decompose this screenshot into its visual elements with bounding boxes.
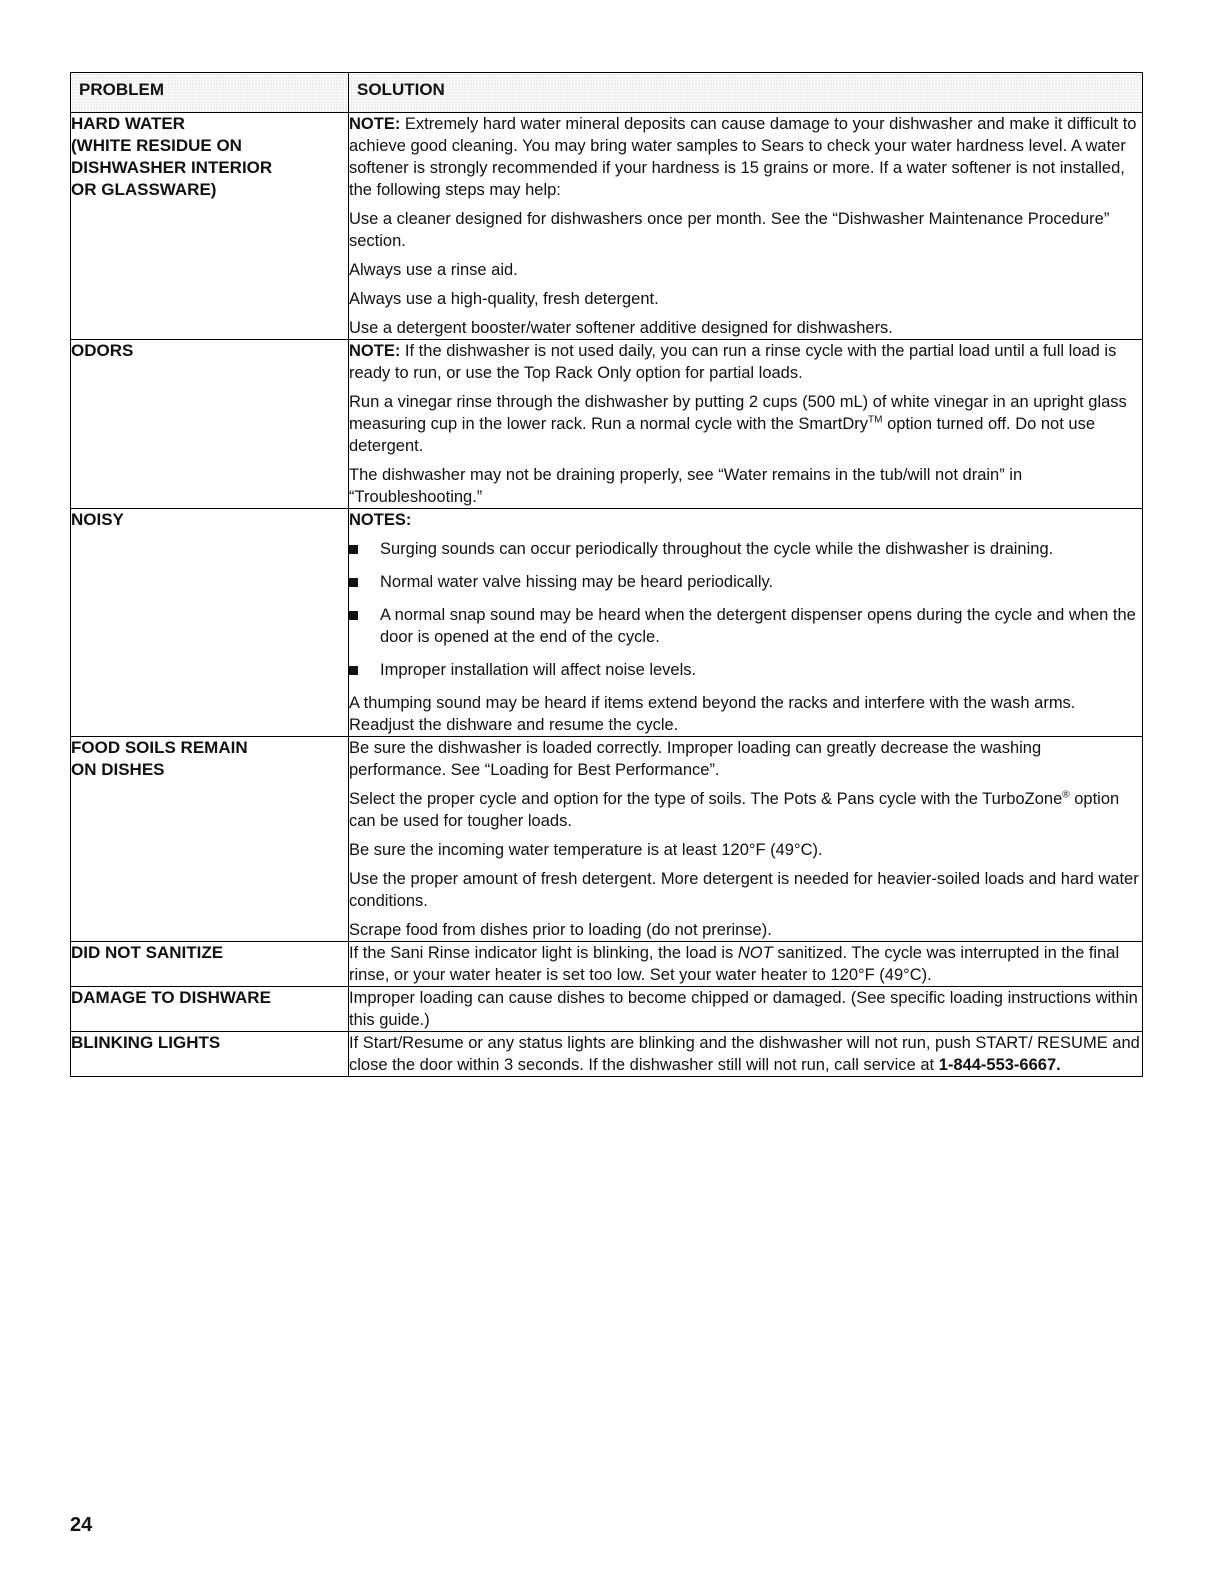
problem-cell [71, 987, 349, 1032]
solution-paragraph: Use a detergent booster/water softener additive designed for dishwashers. [349, 319, 893, 337]
note-text: Extremely hard water mineral deposits can cause damage to your dishwasher and make it difficult to achieve good cleaning. You may bring water samples to Sears to check your water hardness level. A water softener is strongly recommended if your hardness is 15 grains or more. If a water softener is not installed, the following steps may help: [349, 115, 1137, 199]
solution-cell [349, 340, 1143, 509]
solution-cell [349, 113, 1143, 340]
table-row [71, 987, 1143, 1032]
text-span: If the Sani Rinse indicator light is blinking, the load is [349, 944, 738, 962]
problem-cell [71, 113, 349, 340]
list-item [349, 538, 1142, 560]
problem-cell [71, 1032, 349, 1077]
problem-line: DAMAGE TO DISHWARE [71, 988, 271, 1007]
solution-paragraph: A thumping sound may be heard if items extend beyond the racks and interfere with the wash arms. Readjust the dishware and resume the cycle. [349, 694, 1076, 734]
emphasis-text: NOT [737, 944, 773, 962]
solution-paragraph: Be sure the incoming water temperature is at least 120°F (49°C). [349, 841, 823, 859]
problem-line: FOOD SOILS REMAIN [71, 738, 248, 757]
notes-list [349, 538, 1142, 681]
notes-label: NOTES: [349, 511, 412, 529]
list-item-text: Normal water valve hissing may be heard periodically. [380, 573, 774, 591]
problem-cell [71, 737, 349, 942]
solution-paragraph: The dishwasher may not be draining properly, see “Water remains in the tub/will not drain” in “Troubleshooting.” [349, 466, 1023, 506]
bullet-square-icon [349, 611, 358, 620]
problem-line: DISHWASHER INTERIOR [71, 158, 273, 177]
bullet-square-icon [349, 578, 358, 587]
problem-line: HARD WATER [71, 114, 185, 133]
list-item [349, 571, 1142, 593]
problem-line: DID NOT SANITIZE [71, 943, 224, 962]
text-span: option can be used for tougher loads. [349, 790, 1120, 830]
solution-cell [349, 509, 1143, 737]
solution-column-header: SOLUTION [349, 73, 1143, 113]
registered-mark: ® [1062, 789, 1070, 801]
table-header-row [71, 73, 1143, 113]
problem-cell [71, 942, 349, 987]
text-span: Run a vinegar rinse through the dishwasher by putting 2 cups (500 mL) of white vinegar in an upright glass measuring cup in the lower rack. Run a normal cycle with the SmartDry [349, 393, 1127, 433]
note-label: NOTE: [349, 342, 401, 360]
solution-paragraph [349, 1032, 1142, 1076]
bullet-square-icon [349, 545, 358, 554]
list-item-text: Surging sounds can occur periodically throughout the cycle while the dishwasher is draining. [380, 540, 1054, 558]
solution-cell [349, 737, 1143, 942]
list-item-text: Improper installation will affect noise levels. [380, 661, 697, 679]
solution-paragraph [349, 788, 1142, 832]
list-item [349, 659, 1142, 681]
solution-paragraph: Be sure the dishwasher is loaded correctly. Improper loading can greatly decrease the washing performance. See “Loading for Best Performance”. [349, 739, 1042, 779]
text-span: Select the proper cycle and option for the type of soils. The Pots & Pans cycle with the TurboZone [349, 790, 1063, 808]
solution-paragraph: Use a cleaner designed for dishwashers once per month. See the “Dishwasher Maintenance Procedure” section. [349, 210, 1110, 250]
problem-line: (WHITE RESIDUE ON [71, 136, 242, 155]
solution-paragraph [349, 340, 1142, 384]
page-number: 24 [70, 1514, 93, 1536]
table-row [71, 509, 1143, 737]
solution-paragraph: Use the proper amount of fresh detergent. More detergent is needed for heavier-soiled loads and hard water conditions. [349, 870, 1139, 910]
solution-cell [349, 1032, 1143, 1077]
solution-paragraph [349, 942, 1142, 986]
note-text: If the dishwasher is not used daily, you can run a rinse cycle with the partial load until a full load is ready to run, or use the Top Rack Only option for partial loads. [349, 342, 1117, 382]
solution-paragraph [349, 113, 1142, 201]
table-row [71, 737, 1143, 942]
solution-paragraph [349, 391, 1142, 457]
solution-paragraph: Improper loading can cause dishes to become chipped or damaged. (See specific loading instructions within this guide.) [349, 989, 1138, 1029]
troubleshooting-table [70, 72, 1143, 1077]
problem-cell [71, 340, 349, 509]
problem-line: BLINKING LIGHTS [71, 1033, 221, 1052]
table-row [71, 942, 1143, 987]
solution-cell [349, 942, 1143, 987]
trademark-mark: TM [868, 414, 883, 426]
problem-cell [71, 509, 349, 737]
table-row [71, 340, 1143, 509]
text-span: sanitized. The cycle was interrupted in the final rinse, or your water heater is set too low. Set your water heater to 120°F (49°C). [349, 944, 1120, 984]
solution-cell [349, 987, 1143, 1032]
problem-line: ODORS [71, 341, 134, 360]
list-item [349, 604, 1142, 648]
problem-line: NOISY [71, 510, 124, 529]
problem-line: OR GLASSWARE) [71, 180, 217, 199]
table-row [71, 1032, 1143, 1077]
bullet-square-icon [349, 666, 358, 675]
note-label: NOTE: [349, 115, 401, 133]
problem-line: ON DISHES [71, 760, 165, 779]
solution-paragraph: Scrape food from dishes prior to loading (do not prerinse). [349, 921, 772, 939]
solution-paragraph: Always use a rinse aid. [349, 261, 518, 279]
text-span: option turned off. Do not use detergent. [349, 415, 1096, 455]
solution-paragraph: Always use a high-quality, fresh detergent. [349, 290, 659, 308]
problem-column-header: PROBLEM [71, 73, 349, 113]
table-row [71, 113, 1143, 340]
list-item-text: A normal snap sound may be heard when the detergent dispenser opens during the cycle and when the door is opened at the end of the cycle. [380, 606, 1136, 646]
service-phone-number: 1-844-553-6667. [938, 1056, 1061, 1074]
text-span: If Start/Resume or any status lights are blinking and the dishwasher will not run, push START/ RESUME and close the door within 3 seconds. If the dishwasher still will not run, call service at [349, 1034, 1140, 1074]
